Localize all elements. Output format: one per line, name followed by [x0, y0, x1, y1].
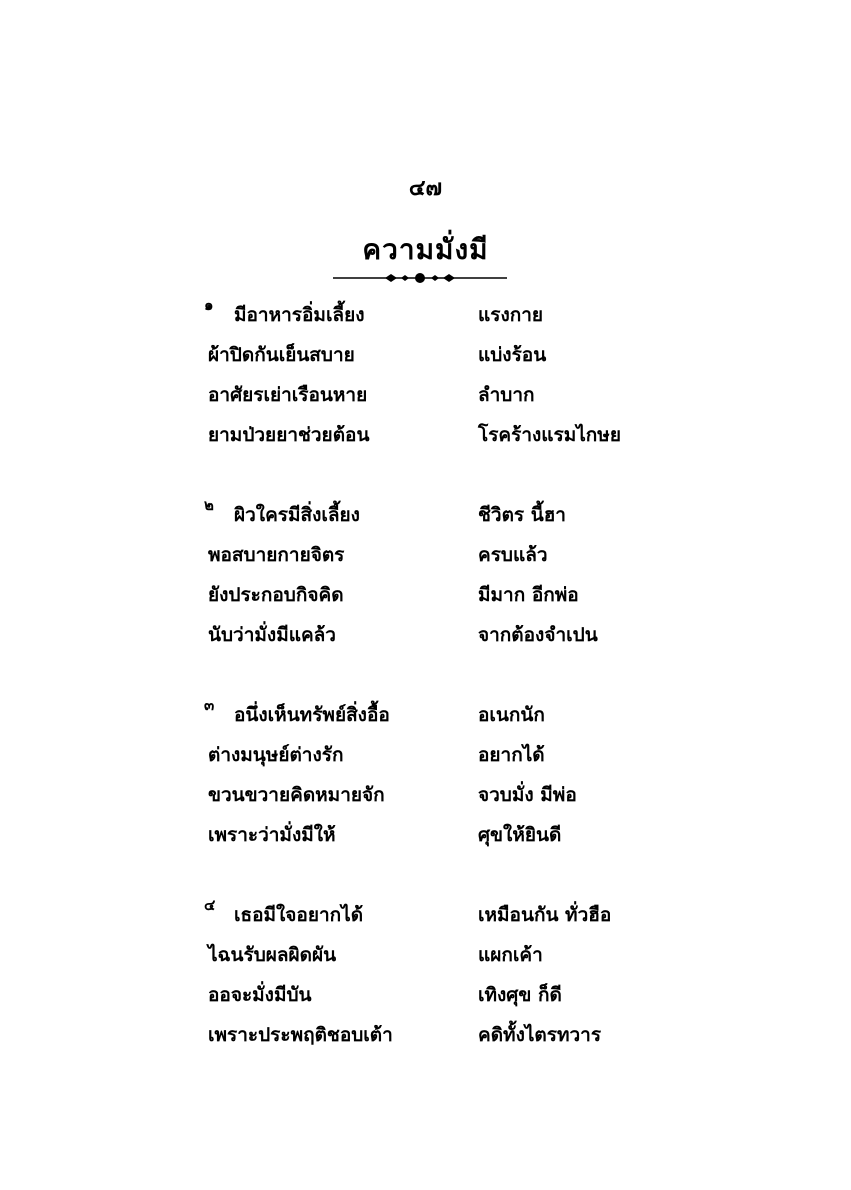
- verse-left: มีอาหารอิ่มเลี้ยง: [234, 304, 365, 326]
- stanza-4: [204, 896, 668, 1060]
- verse-left: ออจะมั่งมีบัน: [208, 984, 312, 1006]
- verse-left: ผิวใครมีสิ่งเลี้ยง: [234, 504, 360, 526]
- verse-left: อาศัยรเย่าเรือนหาย: [208, 384, 368, 406]
- verse-right: โรคร้างแรมไกษย: [478, 424, 621, 446]
- page-number: ๔๗: [408, 176, 443, 201]
- verse-line: [208, 380, 668, 420]
- verse-left: เธอมีใจอยากได้: [234, 904, 364, 926]
- verse-left: พอสบายกายจิตร: [208, 544, 345, 566]
- verse-left: ไฉนรับผลผิดผัน: [208, 944, 337, 966]
- verse-line: [204, 496, 668, 540]
- stanza-2: [204, 496, 668, 660]
- page-title: ความมั่งมี: [362, 233, 489, 266]
- title-ornament: [333, 270, 507, 286]
- verse-right: ครบแล้ว: [478, 544, 548, 566]
- stanza-1: [204, 296, 668, 460]
- verse-right: เหมือนกัน ทั่วฮือ: [478, 904, 612, 926]
- verse-right: เทิงศุข ก็ดี: [478, 984, 562, 1006]
- stanza-3: [204, 696, 668, 860]
- verse-line: [208, 980, 668, 1020]
- verse-right: แบ่งร้อน: [478, 344, 547, 366]
- stanza-number: ๔: [204, 896, 216, 914]
- verse-right: ศุขให้ยินดี: [478, 824, 562, 846]
- verse-right: แรงกาย: [478, 304, 544, 326]
- verse-left: นับว่ามั่งมีแคล้ว: [208, 624, 336, 646]
- verse-line: [208, 420, 668, 460]
- stanza-number: ๓: [204, 696, 215, 714]
- verse-right: คดิทั้งไตรทวาร: [478, 1024, 602, 1046]
- verse-line: [208, 940, 668, 980]
- verse-line: [208, 340, 668, 380]
- verse-line: [204, 896, 668, 940]
- verse-line: [208, 740, 668, 780]
- stanza-number: ๑: [204, 296, 214, 314]
- verse-right: อยากได้: [478, 744, 545, 766]
- verse-line: [208, 1020, 668, 1060]
- verse-line: [208, 780, 668, 820]
- verse-line: [204, 296, 668, 340]
- verse-right: ลำบาก: [478, 384, 535, 406]
- verse-right: มีมาก อีกพ่อ: [478, 584, 579, 606]
- verse-left: ต่างมนุษย์ต่างรัก: [208, 744, 344, 766]
- verse-left: เพราะประพฤติชอบเต้า: [208, 1024, 393, 1046]
- verse-right: ชีวิตร นี้ฮา: [478, 504, 566, 526]
- verse-line: [204, 696, 668, 740]
- verse-left: เพราะว่ามั่งมีให้: [208, 824, 336, 846]
- verse-left: ผ้าปิดกันเย็นสบาย: [208, 344, 355, 366]
- verse-right: แผกเค้า: [478, 944, 543, 966]
- verse-line: [208, 620, 668, 660]
- verse-left: อนึ่งเห็นทรัพย์สิ่งอื้อ: [234, 704, 390, 726]
- verse-line: [208, 820, 668, 860]
- verse-line: [208, 580, 668, 620]
- stanza-number: ๒: [204, 496, 214, 514]
- verse-left: ยามป่วยยาช่วยต้อน: [208, 424, 370, 446]
- verse-right: อเนกนัก: [478, 704, 545, 726]
- verse-left: ขวนขวายคิดหมายจัก: [208, 784, 385, 806]
- verse-line: [208, 540, 668, 580]
- verse-left: ยังประกอบกิจคิด: [208, 584, 344, 606]
- verse-right: จวบมั่ง มีพ่อ: [478, 784, 577, 806]
- verse-right: จากต้องจำเปน: [478, 624, 598, 646]
